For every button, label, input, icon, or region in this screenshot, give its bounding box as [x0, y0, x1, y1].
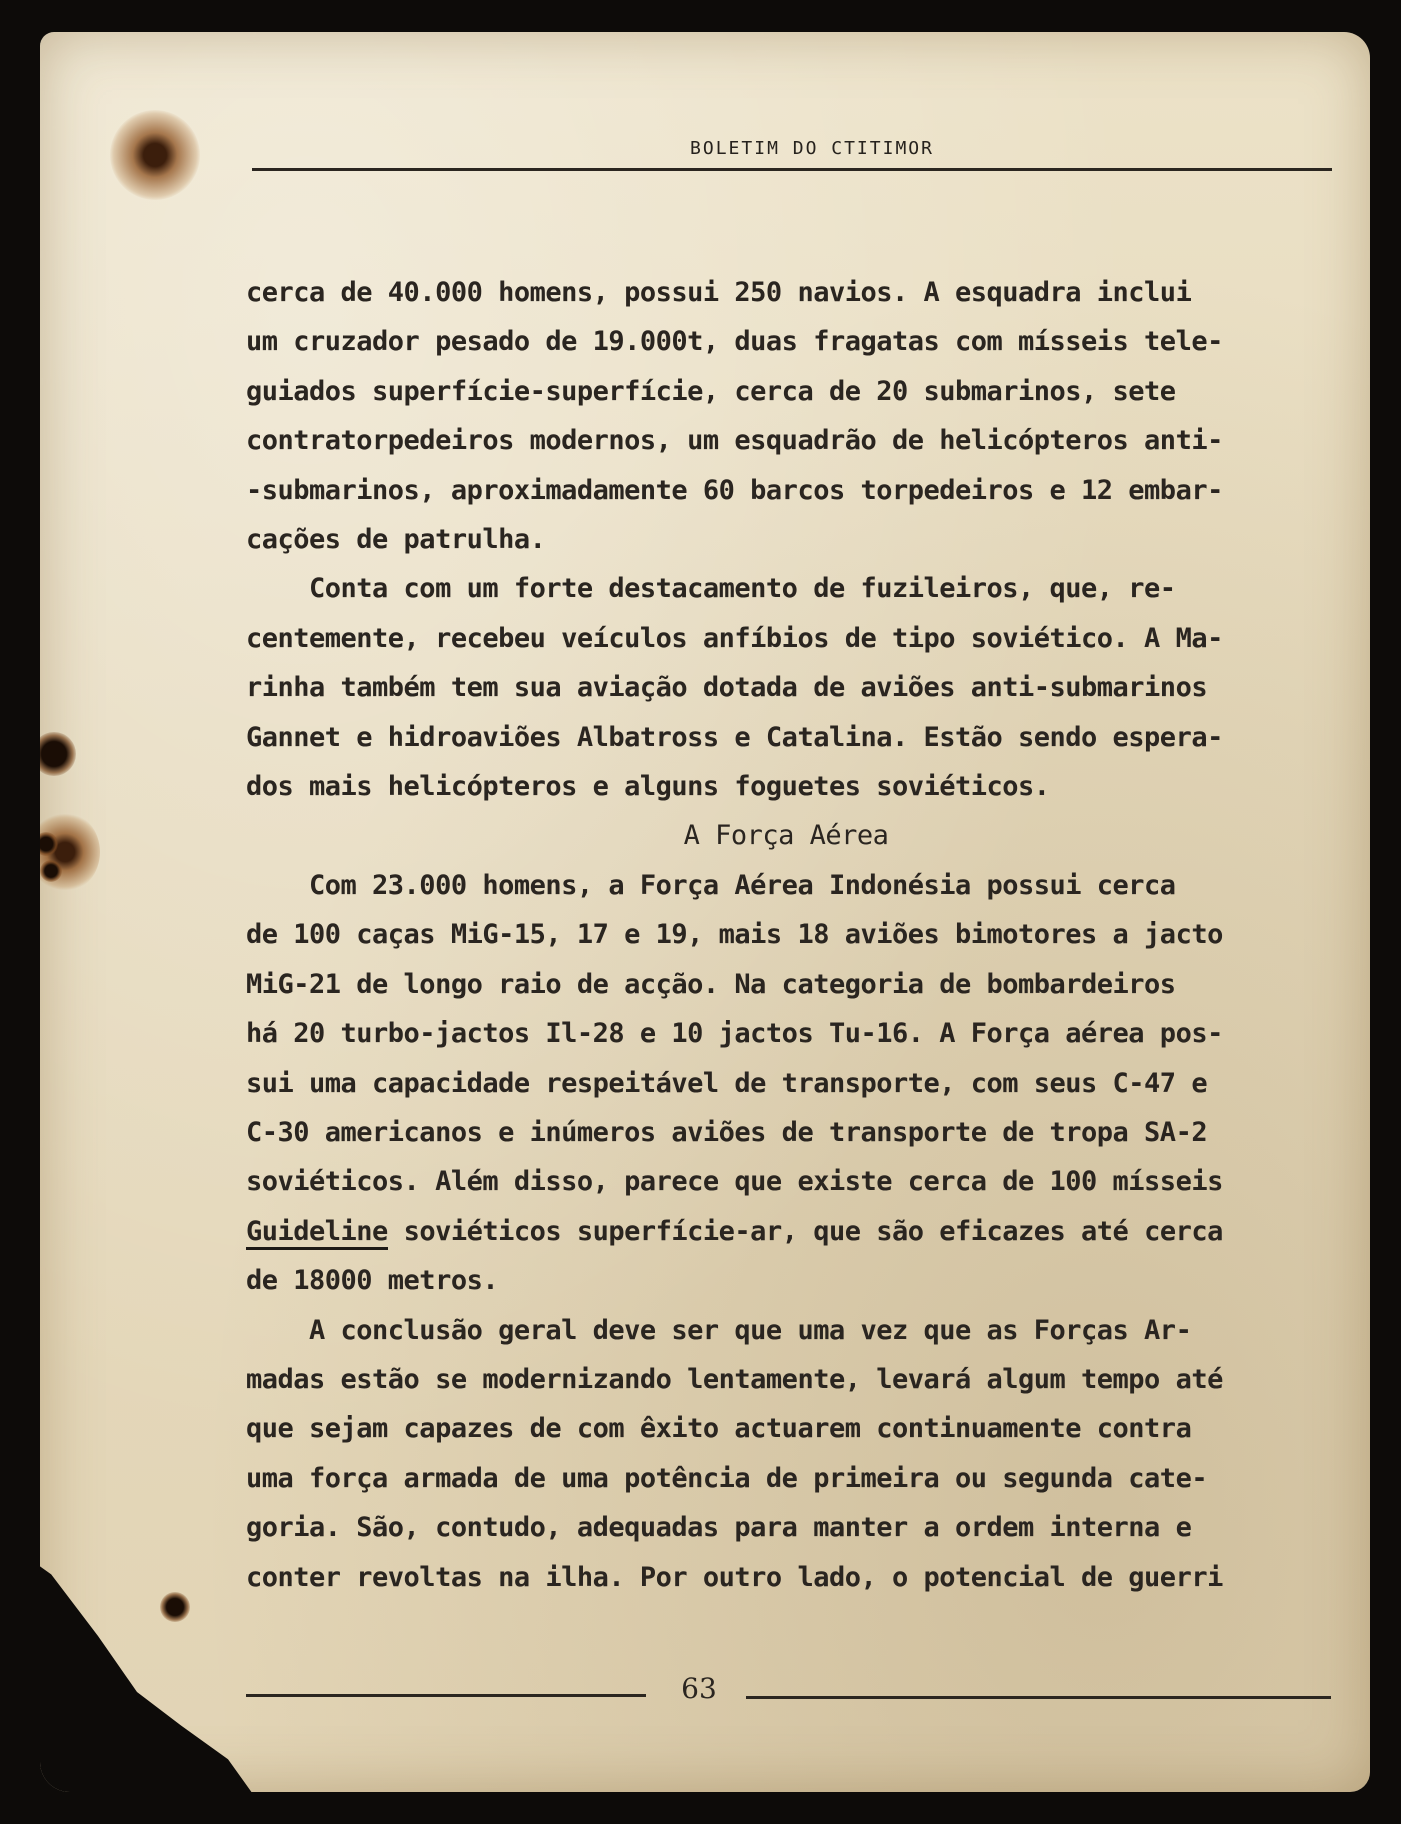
text-line: Conta com um forte destacamento de fuzileiros, que, re-	[246, 573, 1176, 605]
torn-corner	[40, 1552, 280, 1792]
text-line: que sejam capazes de com êxito actuarem continuamente contra	[246, 1413, 1192, 1445]
page-number: 63	[681, 1672, 717, 1705]
text-line: rinha também tem sua aviação dotada de aviões anti-submarinos	[246, 672, 1208, 704]
text-line-rest: soviéticos superfície-ar, que são eficazes até cerca	[387, 1215, 1223, 1247]
text-line: Com 23.000 homens, a Força Aérea Indonésia possui cerca	[246, 869, 1176, 901]
section-title: A Força Aérea	[683, 820, 889, 852]
text-line: centemente, recebeu veículos anfíbios de tipo soviético. A Ma-	[246, 622, 1223, 654]
punch-hole	[160, 1592, 190, 1622]
text-line: sui uma capacidade respeitável de transporte, com seus C-47 e	[246, 1067, 1208, 1099]
text-line: de 100 caças MiG-15, 17 e 19, mais 18 aviões bimotores a jacto	[246, 919, 1223, 951]
text-line: de 18000 metros.	[246, 1265, 499, 1297]
footer-rule-right	[746, 1696, 1331, 1699]
text-line: cerca de 40.000 homens, possui 250 navios. A esquadra inclui	[246, 277, 1192, 308]
text-line: madas estão se modernizando lentamente, levará algum tempo até	[246, 1363, 1223, 1395]
document-page	[40, 32, 1370, 1792]
text-line: A conclusão geral deve ser que uma vez que as Forças Ar-	[246, 1314, 1192, 1346]
text-line: guiados superfície-superfície, cerca de 20 submarinos, sete	[246, 375, 1176, 407]
punch-hole	[40, 860, 62, 882]
text-line: uma força armada de uma potência de primeira ou segunda cate-	[246, 1462, 1208, 1494]
text-line: C-30 americanos e inúmeros aviões de transporte de tropa SA-2	[246, 1116, 1208, 1148]
text-line: contratorpedeiros modernos, um esquadrão de helicópteros anti-	[246, 425, 1223, 457]
text-line: goria. São, contudo, adequadas para manter a ordem interna e	[246, 1512, 1192, 1544]
text-line: soviéticos. Além disso, parece que existe cerca de 100 mísseis	[246, 1166, 1223, 1198]
text-line	[246, 1207, 1326, 1256]
text-line: há 20 turbo-jactos Il-28 e 10 jactos Tu-16. A Força aérea pos-	[246, 1018, 1223, 1050]
text-line: dos mais helicópteros e alguns foguetes soviéticos.	[246, 771, 1050, 803]
page-header	[252, 132, 1332, 171]
header-title: BOLETIM DO CTITIMOR	[690, 138, 934, 159]
footer-rule-left	[246, 1694, 646, 1697]
underlined-word: Guideline	[246, 1216, 388, 1250]
text-line: -submarinos, aproximadamente 60 barcos torpedeiros e 12 embar-	[246, 474, 1223, 506]
text-line: cações de patrulha.	[246, 524, 546, 556]
text-line: MiG-21 de longo raio de acção. Na categoria de bombardeiros	[246, 968, 1176, 1000]
page-footer	[246, 1672, 1326, 1712]
punch-hole	[40, 732, 76, 776]
text-line: conter revoltas na ilha. Por outro lado, o potencial de guerri	[246, 1561, 1223, 1593]
text-line: um cruzador pesado de 19.000t, duas fragatas com mísseis tele-	[246, 326, 1223, 358]
document-body	[246, 268, 1326, 1602]
text-line: Gannet e hidroaviões Albatross e Catalina. Estão sendo espera-	[246, 721, 1223, 753]
rust-stain	[110, 110, 200, 200]
